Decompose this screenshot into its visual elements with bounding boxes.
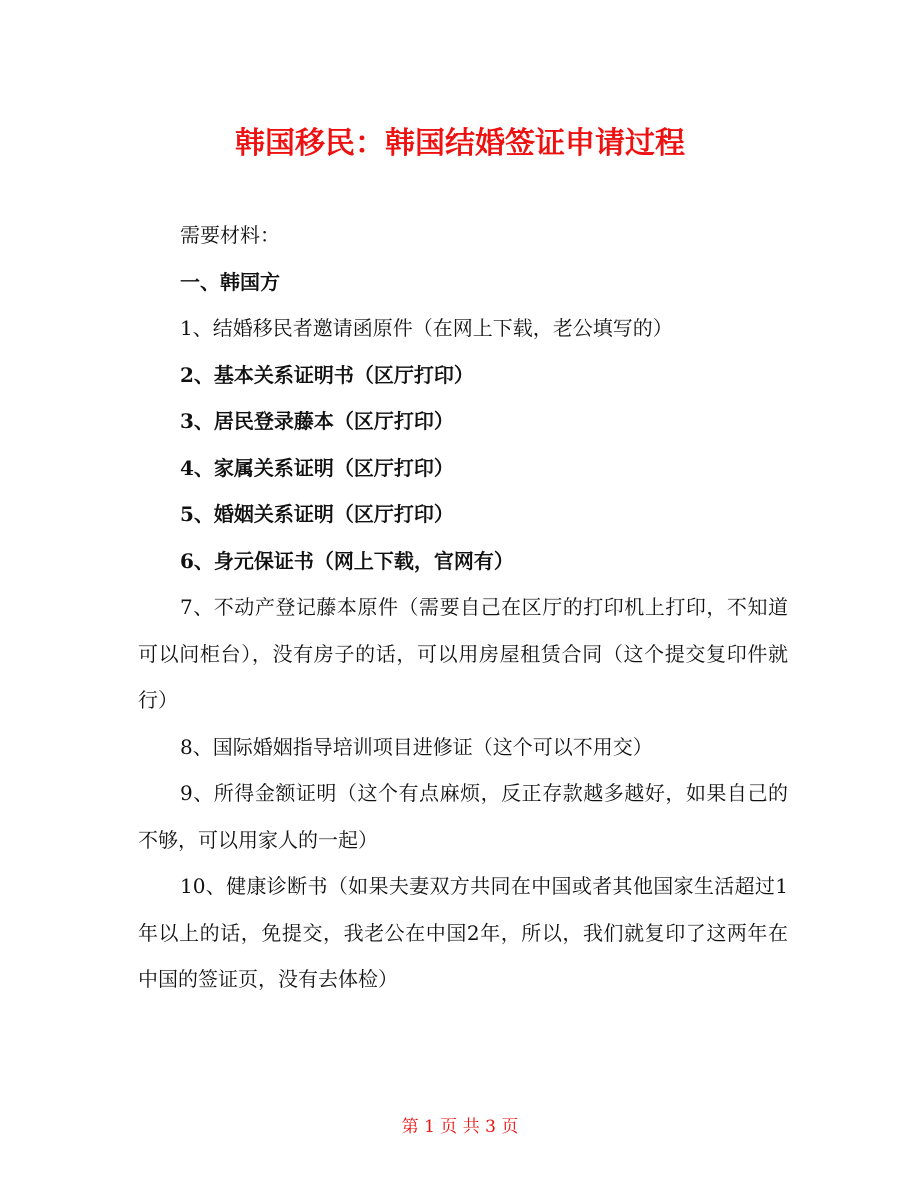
document-body xyxy=(138,212,788,1003)
paragraph-item-4: 4、家属关系证明（区厅打印） xyxy=(180,455,454,480)
paragraph-korea-side: 一、韩国方 xyxy=(180,269,280,294)
paragraph-item-6: 6、身元保证书（网上下载，官网有） xyxy=(180,548,514,573)
paragraph-item-1: 1、结婚移民者邀请函原件（在网上下载，老公填写的） xyxy=(180,316,673,340)
document-title: 韩国移民：韩国结婚签证申请过程 xyxy=(235,126,685,161)
paragraph-item-2: 2、基本关系证明书（区厅打印） xyxy=(180,362,474,387)
paragraph-item-8: 8、国际婚姻指导培训项目进修证（这个可以不用交） xyxy=(180,734,653,759)
paragraph-materials-heading: 需要材料： xyxy=(180,223,280,247)
paragraph-item-10: 10、健康诊断书（如果夫妻双方共同在中国或者其他国家生活超过1年以上的话，免提交，我老公在中国2年，所以，我们就复印了这两年在中国的签证页，没有去体检） xyxy=(138,874,788,991)
paragraph-item-7: 7、不动产登记藤本原件（需要自己在区厅的打印机上打印，不知道可以问柜台），没有房子的话，可以用房屋租赁合同（这个提交复印件就行） xyxy=(138,595,788,712)
paragraph-item-5: 5、婚姻关系证明（区厅打印） xyxy=(180,502,454,526)
paragraph-item-3: 3、居民登录藤本（区厅打印） xyxy=(180,409,454,433)
page-number-footer: 第 1 页 共 3 页 xyxy=(401,1117,519,1137)
paragraph-item-9: 9、所得金额证明（这个有点麻烦，反正存款越多越好，如果自己的不够，可以用家人的一起） xyxy=(138,781,788,852)
